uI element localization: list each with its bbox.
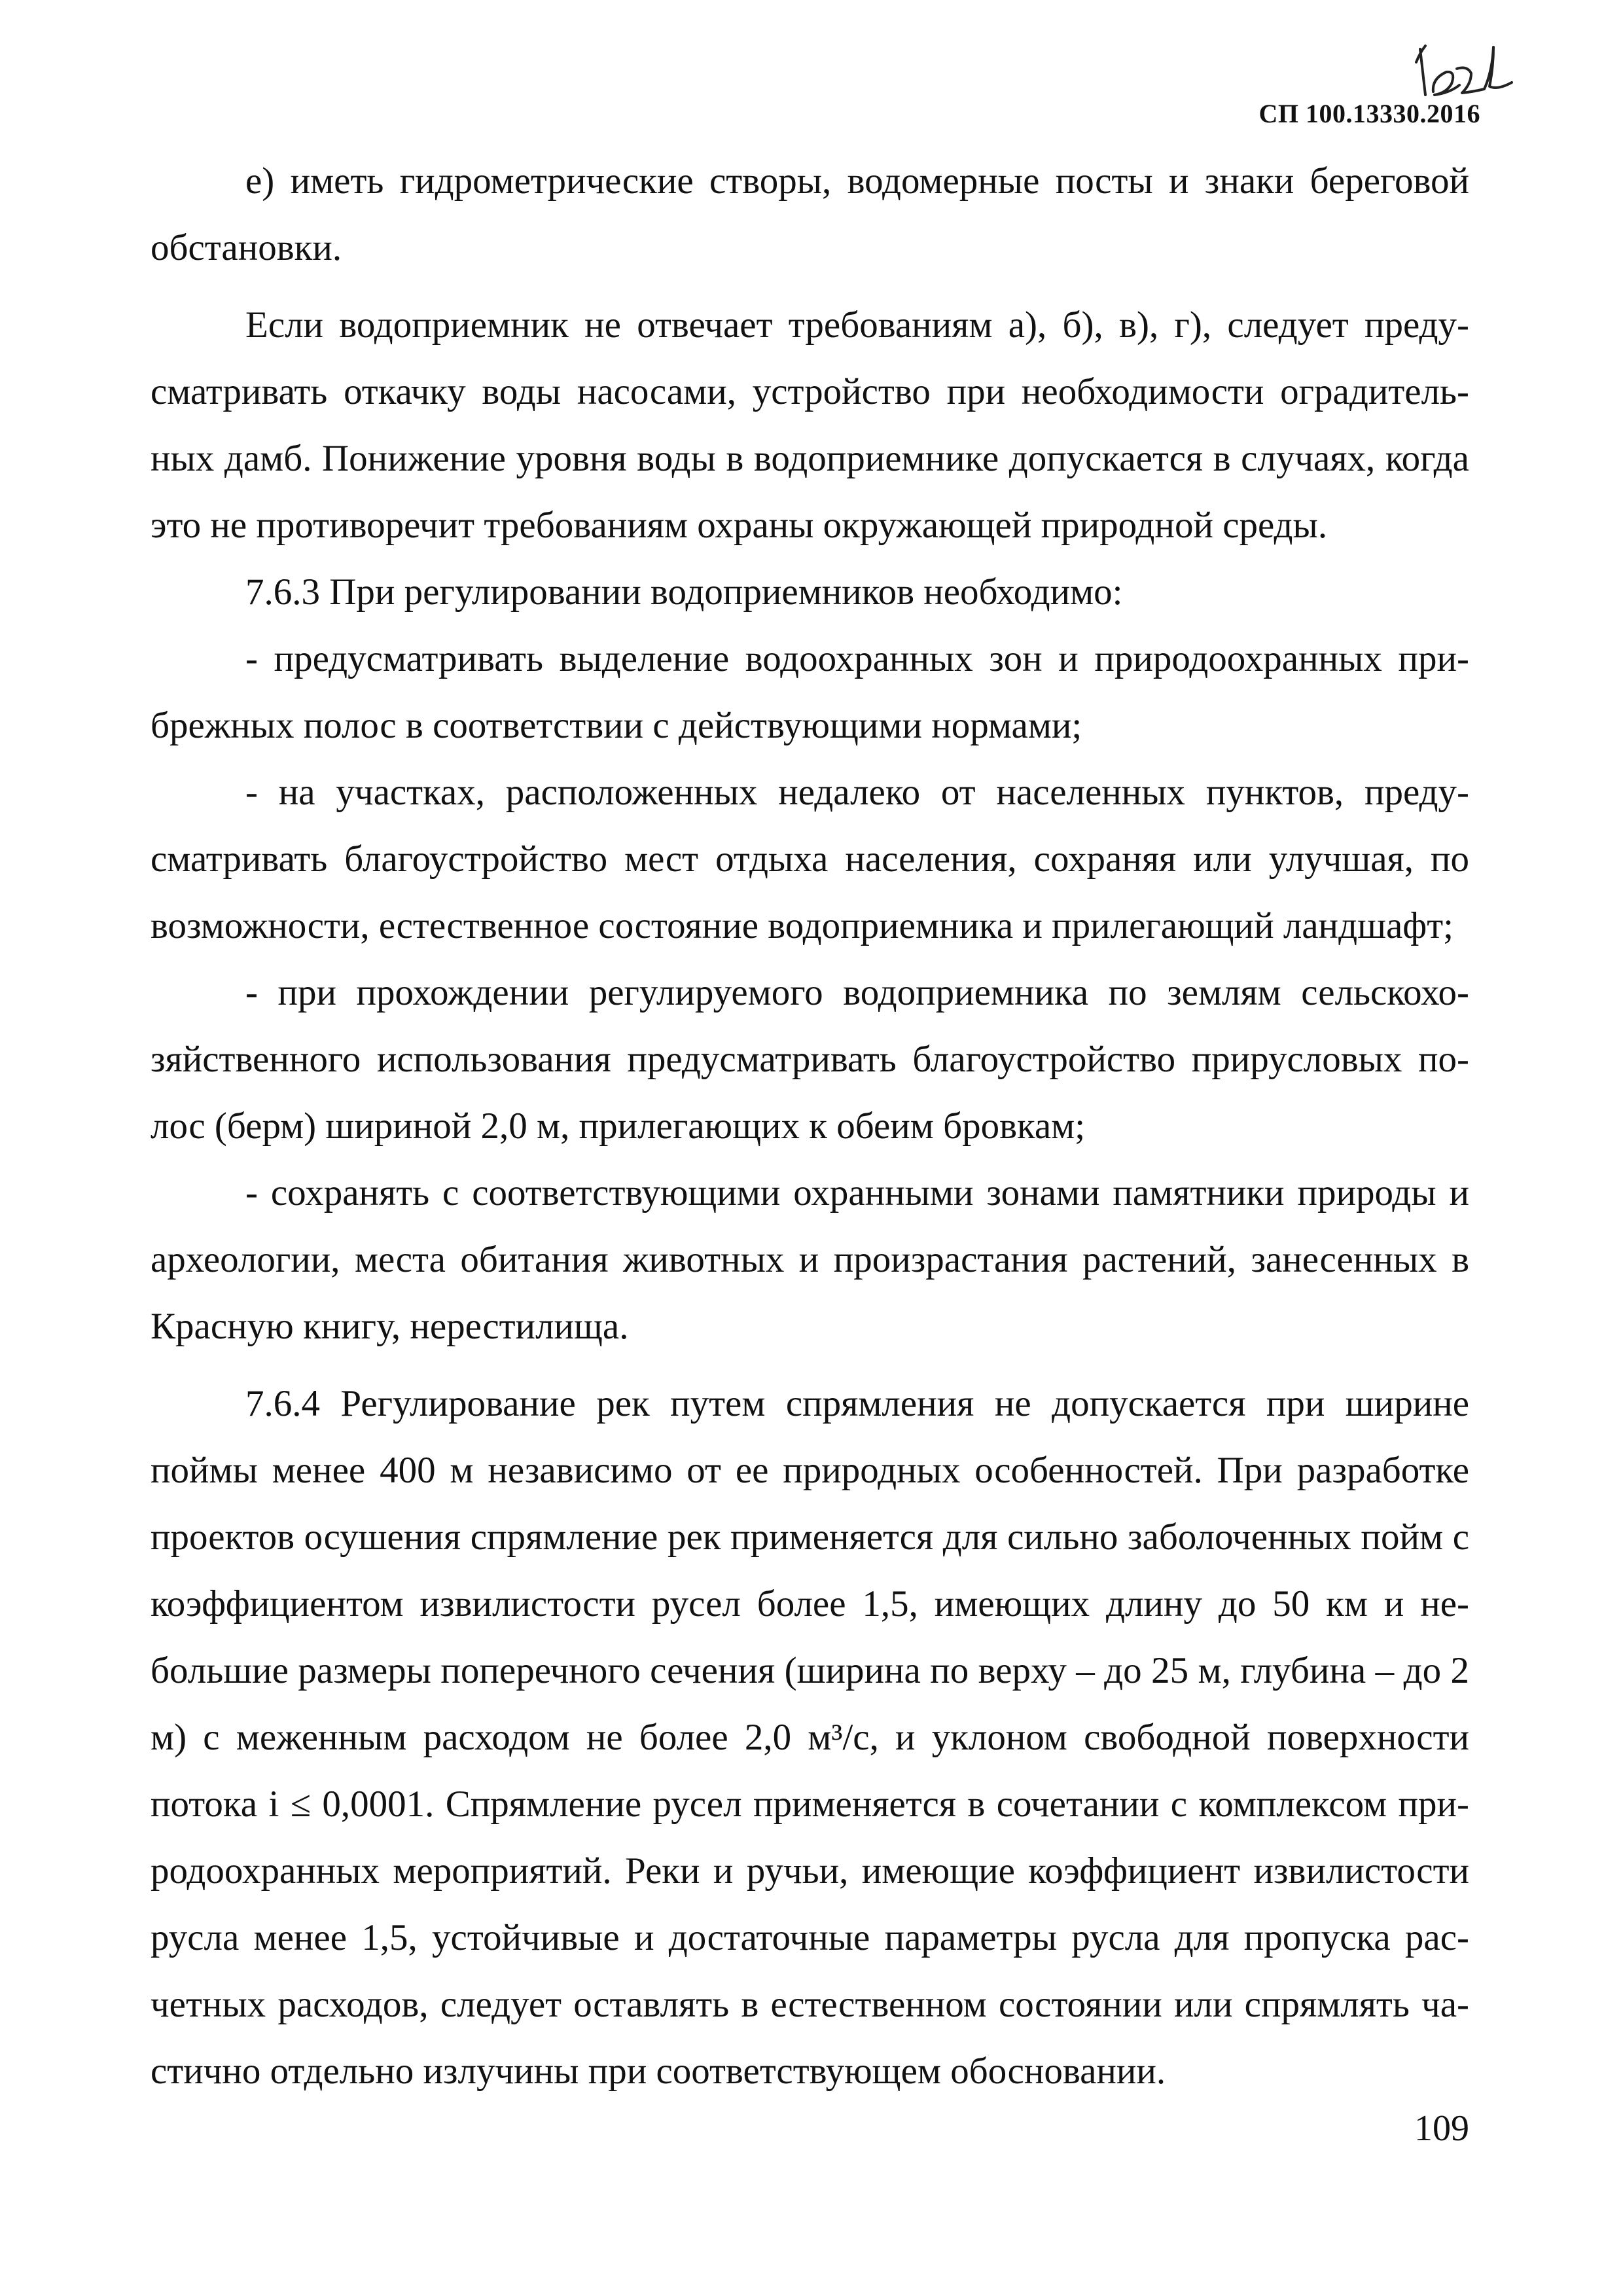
list-item-nature-monuments: - сохранять с соответствующими охранными зонами памятники природы и археологии, места обитания животных и произрастания растений, занесенных в Красную книгу, нерестилища. [151, 1172, 1469, 1347]
paragraph-receiver-requirements: Если водоприемник не отвечает требованиям а), б), в), г), следует предусматривать откачку воды насосами, устройство при необходимости оградительных дамб. Понижение уровня воды в водоприемнике допускается в случаях, когда это не противоречит требованиям охраны окружающей природной среды. [151, 304, 1469, 546]
list-item-agricultural-land: - при прохождении регулируемого водоприемника по землям сельскохозяйственного использования предусматривать благоустройство прирусловых полос (берм) шириной 2,0 м, прилегающих к обеим бровкам; [151, 972, 1469, 1147]
list-item-recreation-areas: - на участках, расположенных недалеко от населенных пунктов, предусматривать благоустройство мест отдыха населения, сохраняя или улучшая, по возможности, естественное состояние водоприемника и прилегающий ландшафт; [151, 772, 1469, 946]
paragraph-item-e: е) иметь гидрометрические створы, водомерные посты и знаки береговой обстановки. [151, 160, 1469, 268]
list-item-water-protection-zones: - предусматривать выделение водоохранных зон и природоохранных прибрежных полос в соответствии с действующими нормами; [151, 638, 1469, 746]
page-number: 109 [1414, 2108, 1469, 2149]
document-code: СП 100.13330.2016 [1258, 99, 1480, 128]
document-body [151, 148, 1469, 2105]
paragraph-7-6-4: 7.6.4 Регулирование рек путем спрямления не допускается при ширине поймы менее 400 м независимо от ее природных особенностей. При разработке проектов осушения спрямление рек применяется для сильно заболоченных пойм с коэффициентом извилистости русел более 1,5, имеющих длину до 50 км и небольшие размеры поперечного сечения (ширина по верху – до 25 м, глубина – до 2 м) с меженным расходом не более 2,0 м³/с, и уклоном свободной поверхности потока i ≤ 0,0001. Спрямление русел применяется в сочетании с комплексом природоохранных мероприятий. Реки и ручьи, имеющие коэффициент извилистости русла менее 1,5, устойчивые и достаточные параметры русла для пропуска расчетных расходов, следует оставлять в естественном состоянии или спрямлять частично отдельно излучины при соответствующем обосновании. [151, 1383, 1469, 2092]
paragraph-7-6-3: 7.6.3 При регулировании водоприемников необходимо: [245, 571, 1123, 613]
